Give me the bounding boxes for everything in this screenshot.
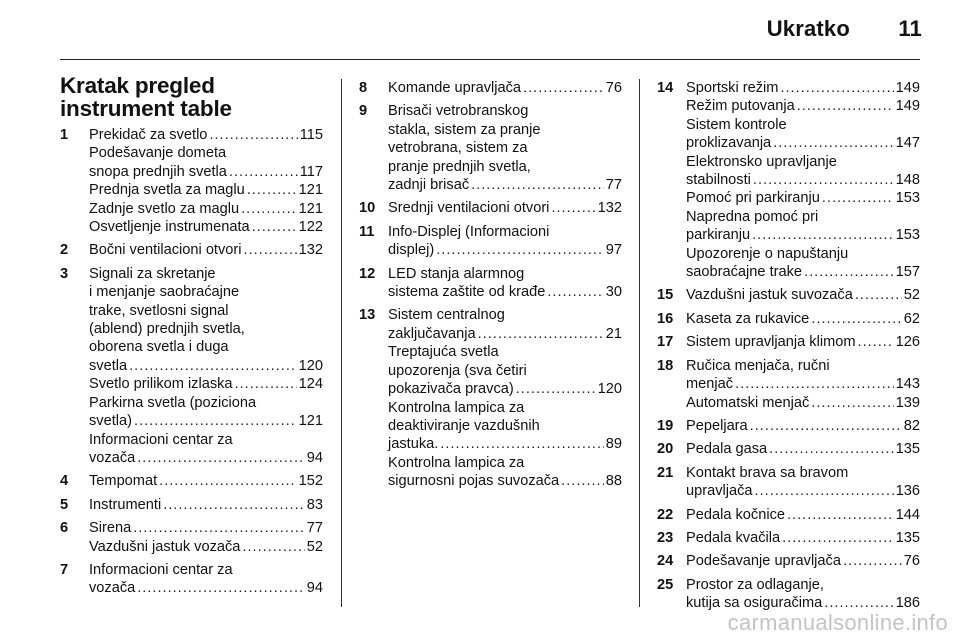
index-entry	[657, 286, 920, 304]
entry-label: Prednja svetla za maglu	[89, 182, 245, 199]
entry-text-line: (ablend) prednjih svetla,	[89, 321, 245, 338]
entry-reference[interactable]	[686, 375, 920, 393]
dot-leader	[750, 417, 902, 435]
entry-label: kutija sa osiguračima	[686, 595, 823, 612]
index-entry	[60, 519, 323, 556]
entry-label: pokazivača pravca)	[388, 381, 514, 398]
entry-label: Instrumenti	[89, 496, 162, 513]
index-entry	[657, 417, 920, 435]
entry-reference[interactable]	[686, 189, 920, 207]
entry-number: 5	[60, 496, 69, 513]
entry-number: 18	[657, 357, 674, 374]
entry-reference[interactable]	[89, 126, 323, 144]
entry-text-line: LED stanja alarmnog	[388, 265, 525, 282]
entry-reference[interactable]	[388, 79, 622, 97]
entry-text-line: Prostor za odlaganje,	[686, 576, 824, 593]
entry-reference[interactable]	[686, 482, 920, 500]
dot-leader	[769, 440, 893, 458]
entry-number: 11	[359, 223, 375, 240]
index-entry	[359, 102, 622, 194]
page-reference[interactable]: 148	[895, 172, 920, 189]
page-reference[interactable]: 89	[605, 436, 622, 453]
entry-text-line: deaktiviranje vazdušnih	[388, 417, 540, 434]
entry-label: Komande upravljača	[388, 80, 522, 96]
dot-leader	[551, 199, 595, 217]
entry-number: 19	[657, 417, 674, 434]
dot-leader	[159, 472, 297, 490]
entry-text-line: Sistem kontrole	[686, 116, 787, 133]
entry-number: 15	[657, 287, 674, 304]
entry-reference[interactable]	[89, 200, 323, 218]
index-entry	[359, 306, 622, 490]
dot-leader	[242, 538, 304, 556]
entry-reference[interactable]	[89, 357, 323, 375]
dot-leader	[787, 506, 894, 524]
entry-number: 20	[657, 441, 674, 458]
index-entry	[657, 440, 920, 458]
index-entry	[657, 333, 920, 351]
page-reference[interactable]: 135	[895, 529, 920, 546]
column-3-entries	[657, 79, 920, 613]
page-reference[interactable]: 157	[895, 264, 920, 281]
entry-label: Svetlo prilikom izlaska	[89, 376, 233, 393]
entry-label: saobraćajne trake	[686, 264, 803, 281]
entry-label: menjač	[686, 376, 734, 393]
entry-reference[interactable]	[388, 176, 622, 194]
dot-leader	[843, 552, 902, 570]
index-entry	[359, 79, 622, 97]
entry-reference[interactable]	[686, 226, 920, 244]
dot-leader	[516, 380, 596, 398]
entry-text-line: Upozorenje o napuštanju	[686, 245, 849, 262]
index-entry	[657, 79, 920, 281]
entry-reference[interactable]	[686, 394, 920, 412]
entry-label: jastuka.	[388, 436, 439, 453]
index-entry	[657, 310, 920, 328]
index-entry	[60, 472, 323, 490]
entry-text-line: Elektronsko upravljanje	[686, 153, 837, 170]
dot-leader	[804, 263, 894, 281]
dot-leader	[752, 226, 894, 244]
entry-label: zadnji brisač	[388, 177, 470, 194]
entry-text-line: Informacioni centar za	[89, 561, 233, 578]
dot-leader	[478, 325, 604, 343]
entry-reference[interactable]	[388, 325, 622, 343]
column-1-entries	[60, 126, 323, 598]
dot-leader	[436, 241, 604, 259]
entry-reference[interactable]	[89, 375, 323, 393]
dot-leader	[129, 357, 297, 375]
entry-reference[interactable]	[89, 449, 323, 467]
entry-label: Automatski menjač	[686, 394, 810, 411]
dot-leader	[780, 79, 893, 97]
header-rule	[60, 59, 920, 60]
entry-label: Srednji ventilacioni otvori	[388, 200, 550, 217]
entry-reference[interactable]	[686, 79, 920, 97]
page-reference[interactable]: 149	[895, 98, 920, 115]
entry-label: Podešavanje upravljača	[686, 553, 841, 570]
entry-label: Sistem upravljanja klimom	[686, 334, 856, 351]
entry-label: Bočni ventilacioni otvori	[89, 242, 242, 259]
entry-text-line: Informacioni centar za	[89, 431, 233, 448]
page-reference[interactable]: 124	[298, 376, 323, 393]
index-entry	[657, 357, 920, 412]
entry-text-line: Kontrolna lampica za	[388, 399, 525, 416]
entry-reference[interactable]	[686, 506, 920, 524]
entry-reference[interactable]	[686, 171, 920, 189]
dot-leader	[252, 218, 297, 236]
dot-leader	[735, 375, 894, 393]
entry-label: Pedala kočnice	[686, 506, 785, 523]
entry-reference[interactable]	[388, 435, 622, 453]
index-entry	[657, 552, 920, 570]
page-reference[interactable]: 153	[895, 227, 920, 244]
column-3	[657, 79, 920, 612]
entry-label: upravljača	[686, 483, 753, 500]
entry-label: Zadnje svetlo za maglu	[89, 200, 240, 217]
entry-text-line: vetrobrana, sistem za	[388, 140, 528, 157]
entry-label: Pomoć pri parkiranju	[686, 190, 820, 207]
column-1	[60, 74, 323, 612]
page-reference[interactable]: 143	[895, 376, 920, 393]
dot-leader	[822, 189, 894, 207]
entry-label: parkiranju	[686, 227, 751, 244]
dot-leader	[137, 449, 305, 467]
entry-reference[interactable]	[686, 552, 920, 570]
dot-leader	[811, 310, 901, 328]
dot-leader	[782, 529, 894, 547]
entry-reference[interactable]	[686, 310, 920, 328]
entry-text-line: stakla, sistem za pranje	[388, 121, 541, 138]
entry-number: 16	[657, 310, 674, 327]
page-reference[interactable]: 186	[895, 595, 920, 612]
page-reference[interactable]: 77	[306, 520, 323, 537]
entry-number: 14	[657, 80, 674, 96]
entry-text-line: Sistem centralnog	[388, 307, 505, 324]
entry-label: Režim putovanja	[686, 98, 795, 115]
entry-label: Osvetljenje instrumenata	[89, 219, 250, 236]
dot-leader	[858, 333, 894, 351]
entry-number: 7	[60, 561, 69, 578]
index-entry	[657, 506, 920, 524]
entry-reference[interactable]	[89, 579, 323, 597]
entry-number: 8	[359, 80, 368, 96]
entry-reference[interactable]	[89, 218, 323, 236]
entry-label: displej)	[388, 242, 435, 259]
dot-leader	[163, 496, 305, 514]
entry-text-line: Ručica menjača, ručni	[686, 357, 830, 374]
page-reference[interactable]: 139	[895, 394, 920, 411]
entry-number: 3	[60, 265, 69, 282]
entry-reference[interactable]	[686, 529, 920, 547]
page-reference[interactable]: 115	[299, 127, 323, 143]
page-reference[interactable]: 144	[895, 506, 920, 523]
page-reference[interactable]: 132	[298, 242, 323, 259]
dot-leader	[523, 79, 604, 97]
page-reference[interactable]: 76	[903, 553, 920, 570]
page-reference[interactable]: 52	[903, 287, 920, 304]
entry-number: 17	[657, 334, 674, 351]
column-2-entries	[359, 79, 622, 491]
entry-reference[interactable]	[686, 286, 920, 304]
dot-leader	[797, 97, 894, 115]
page-reference[interactable]: 76	[605, 80, 622, 96]
entry-number: 22	[657, 506, 674, 523]
entry-reference[interactable]	[89, 519, 323, 537]
entry-number: 1	[60, 127, 69, 143]
running-header	[767, 16, 922, 42]
entry-label: sistema zaštite od krađe	[388, 284, 546, 301]
entry-number: 23	[657, 529, 674, 546]
watermark-text: carmanualsonline.info	[727, 610, 948, 635]
entry-reference[interactable]	[686, 333, 920, 351]
column-divider-1	[341, 79, 342, 607]
entry-text-line: upozorenja (sva četiri	[388, 362, 527, 379]
entry-number: 6	[60, 520, 69, 537]
entry-label: Vazdušni jastuk vozača	[89, 538, 241, 555]
page-number: 11	[898, 16, 922, 41]
entry-text-line: Kontakt brava sa bravom	[686, 464, 849, 481]
dot-leader	[133, 519, 305, 537]
page-reference[interactable]: 82	[903, 417, 920, 434]
dot-leader	[229, 163, 298, 181]
entry-label: vozača	[89, 580, 136, 597]
entry-reference[interactable]	[388, 199, 622, 217]
entry-text-line: Brisači vetrobranskog	[388, 103, 529, 120]
dot-leader	[137, 579, 305, 597]
page-reference[interactable]: 117	[299, 163, 323, 180]
dot-leader	[547, 283, 603, 301]
index-entry	[657, 529, 920, 547]
page-reference[interactable]: 83	[306, 496, 323, 513]
page-reference[interactable]: 94	[306, 449, 323, 466]
entry-text-line: oborena svetla i duga	[89, 339, 229, 356]
column-2	[359, 79, 622, 612]
entry-text-line: i menjanje saobraćajne	[89, 284, 240, 301]
dot-leader	[755, 482, 894, 500]
page-reference[interactable]: 121	[298, 182, 323, 199]
entry-label: Tempomat	[89, 473, 158, 490]
entry-label: zaključavanja	[388, 325, 476, 342]
page-reference[interactable]: 122	[298, 219, 323, 236]
entry-text-line: Parkirna svetla (poziciona	[89, 394, 257, 411]
header-title: Ukratko	[766, 16, 851, 41]
entry-reference[interactable]	[89, 496, 323, 514]
index-entry	[60, 241, 323, 259]
entry-reference[interactable]	[388, 472, 622, 490]
entry-text-line: Treptajuća svetla	[388, 344, 499, 361]
entry-number: 21	[657, 464, 674, 481]
page-reference[interactable]: 94	[306, 580, 323, 597]
entry-reference[interactable]	[388, 380, 622, 398]
entry-text-line: trake, svetlosni signal	[89, 302, 229, 319]
index-entry	[60, 561, 323, 598]
dot-leader	[209, 126, 297, 144]
index-entry	[657, 464, 920, 501]
entry-reference[interactable]	[89, 412, 323, 430]
entry-label: Sportski režim	[686, 80, 779, 96]
entry-text-line: Podešavanje dometa	[89, 145, 227, 162]
page-reference[interactable]: 97	[605, 242, 622, 259]
entry-label: stabilnosti	[686, 172, 751, 189]
page-reference[interactable]: 121	[298, 413, 323, 430]
entry-reference[interactable]	[89, 538, 323, 556]
dot-leader	[244, 241, 297, 259]
dot-leader	[753, 171, 894, 189]
entry-text-line: Kontrolna lampica za	[388, 454, 525, 471]
entry-number: 4	[60, 473, 69, 490]
index-entry	[359, 223, 622, 260]
page-reference[interactable]: 77	[605, 177, 622, 194]
index-entry	[359, 199, 622, 217]
index-entry	[60, 265, 323, 467]
page-reference[interactable]: 30	[605, 284, 622, 301]
entry-label: snopa prednjih svetla	[89, 163, 227, 180]
column-divider-2	[639, 79, 640, 607]
entry-label: Vazdušni jastuk suvozača	[686, 287, 853, 304]
entry-reference[interactable]	[686, 134, 920, 152]
entry-label: Pepeljara	[686, 417, 748, 434]
dot-leader	[241, 200, 297, 218]
page-reference[interactable]: 152	[298, 473, 323, 490]
entry-reference[interactable]	[388, 283, 622, 301]
entry-reference[interactable]	[89, 181, 323, 199]
entry-number: 9	[359, 103, 368, 120]
entry-reference[interactable]	[89, 163, 323, 181]
dot-leader	[440, 435, 603, 453]
page-reference[interactable]: 21	[605, 325, 622, 342]
entry-label: Pedala kvačila	[686, 529, 781, 546]
index-entry	[60, 126, 323, 236]
entry-label: Kaseta za rukavice	[686, 310, 810, 327]
entry-reference[interactable]	[686, 440, 920, 458]
page-reference[interactable]: 52	[306, 538, 323, 555]
entry-label: proklizavanja	[686, 135, 772, 152]
page-reference[interactable]: 88	[605, 473, 622, 490]
page-reference[interactable]: 120	[597, 381, 622, 398]
entry-label: Prekidač za svetlo	[89, 127, 208, 143]
entry-reference[interactable]	[388, 241, 622, 259]
page-reference[interactable]: 153	[895, 190, 920, 207]
entry-label: svetla	[89, 357, 128, 374]
entry-label: vozača	[89, 449, 136, 466]
entry-number: 12	[359, 265, 376, 282]
dot-leader	[773, 134, 893, 152]
index-entry	[60, 496, 323, 514]
entry-reference[interactable]	[686, 97, 920, 115]
page-reference[interactable]: 147	[895, 135, 920, 152]
entry-text-line: Napredna pomoć pri	[686, 208, 819, 225]
entry-text-line: pranje prednjih svetla,	[388, 158, 531, 175]
dot-leader	[561, 472, 604, 490]
entry-number: 10	[359, 200, 376, 217]
entry-label: sigurnosni pojas suvozača	[388, 473, 560, 490]
entry-reference[interactable]	[89, 241, 323, 259]
page-reference[interactable]: 135	[895, 441, 920, 458]
page-reference[interactable]: 120	[298, 357, 323, 374]
page-reference[interactable]: 136	[895, 483, 920, 500]
entry-label: Sirena	[89, 520, 132, 537]
dot-leader	[247, 181, 297, 199]
page-reference[interactable]: 149	[895, 80, 920, 96]
page-reference[interactable]: 62	[903, 310, 920, 327]
entry-label: svetla)	[89, 413, 132, 430]
index-entry	[657, 576, 920, 613]
entry-number: 25	[657, 576, 674, 593]
entry-reference[interactable]	[686, 417, 920, 435]
index-entry	[359, 265, 622, 302]
entry-number: 13	[359, 307, 376, 324]
entry-reference[interactable]	[686, 263, 920, 281]
entry-number: 24	[657, 553, 674, 570]
dot-leader	[855, 286, 902, 304]
section-title: Kratak pregled instrument table	[60, 73, 232, 121]
dot-leader	[134, 412, 297, 430]
page-reference[interactable]: 126	[895, 334, 920, 351]
page-reference[interactable]: 132	[597, 200, 622, 217]
page-reference[interactable]: 121	[298, 200, 323, 217]
entry-reference[interactable]	[89, 472, 323, 490]
dot-leader	[471, 176, 604, 194]
entry-text-line: Info-Displej (Informacioni	[388, 223, 550, 240]
dot-leader	[811, 394, 893, 412]
dot-leader	[235, 375, 297, 393]
entry-text-line: Signali za skretanje	[89, 265, 216, 282]
entry-label: Pedala gasa	[686, 441, 768, 458]
entry-number: 2	[60, 242, 69, 259]
